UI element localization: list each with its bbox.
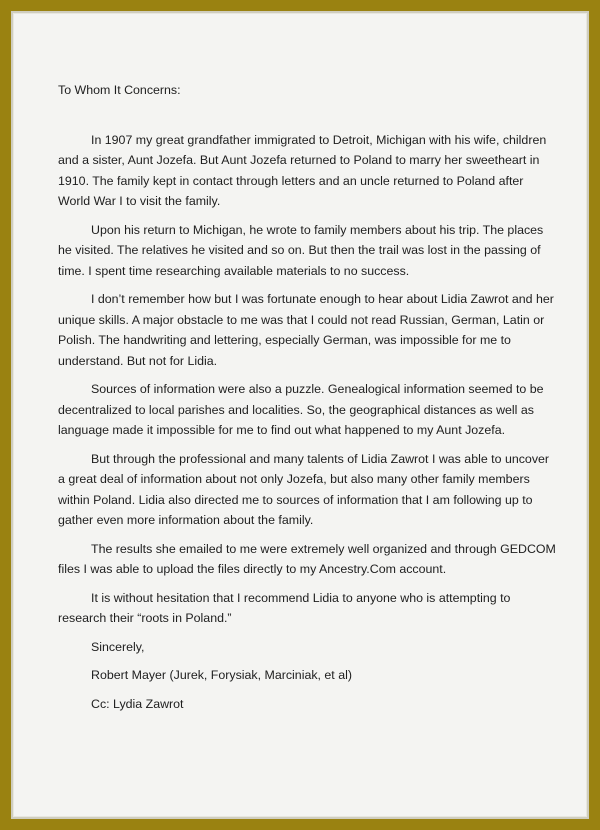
paragraph-sources: Sources of information were also a puzzle. Genealogical information seemed to be decentralized to local parishes and localities. So, the geographical distances as well as language made it impossible for me to find out what happened to my Aunt Jozefa.: [58, 382, 544, 437]
cc-line: Cc: Lydia Zawrot: [91, 696, 184, 711]
salutation: To Whom It Concerns:: [58, 83, 181, 97]
paragraph-discoveries: But through the professional and many talents of Lidia Zawrot I was able to uncover a great deal of information about not only Jozefa, but also many other family members within Poland. Lidia also directed me to sources of information that I am following up to gather even more information about the family.: [58, 451, 550, 527]
closing: Sincerely,: [91, 639, 145, 654]
paragraph-lidia-skills: I don’t remember how but I was fortunate enough to hear about Lidia Zawrot and her unique skills. A major obstacle to me was that I could not read Russian, German, Latin or Polish. The handwriting and lettering, especially German, was impossible for me to understand. But not for Lidia.: [58, 292, 554, 368]
paragraph-immigration: In 1907 my great grandfather immigrated to Detroit, Michigan with his wife, children and a sister, Aunt Jozefa. But Aunt Jozefa returned to Poland to marry her sweetheart in 1910. The family kept in contact through letters and an uncle returned to Poland after World War I to visit the family.: [58, 132, 547, 208]
paragraph-return-to-michigan: Upon his return to Michigan, he wrote to family members about his trip. The places he visited. The relatives he visited and so on. But then the trail was lost in the passing of time. I spent time researching available materials to no success.: [58, 222, 544, 278]
paragraph-recommendation: It is without hesitation that I recommend Lidia to anyone who is attempting to research their “roots in Poland.”: [58, 590, 511, 625]
signature: Robert Mayer (Jurek, Forysiak, Marciniak, et al): [91, 668, 352, 682]
letter-body: [58, 80, 558, 722]
paragraph-gedcom-results: The results she emailed to me were extremely well organized and through GEDCOM files I was able to upload the files directly to my Ancestry.Com account.: [58, 541, 556, 576]
